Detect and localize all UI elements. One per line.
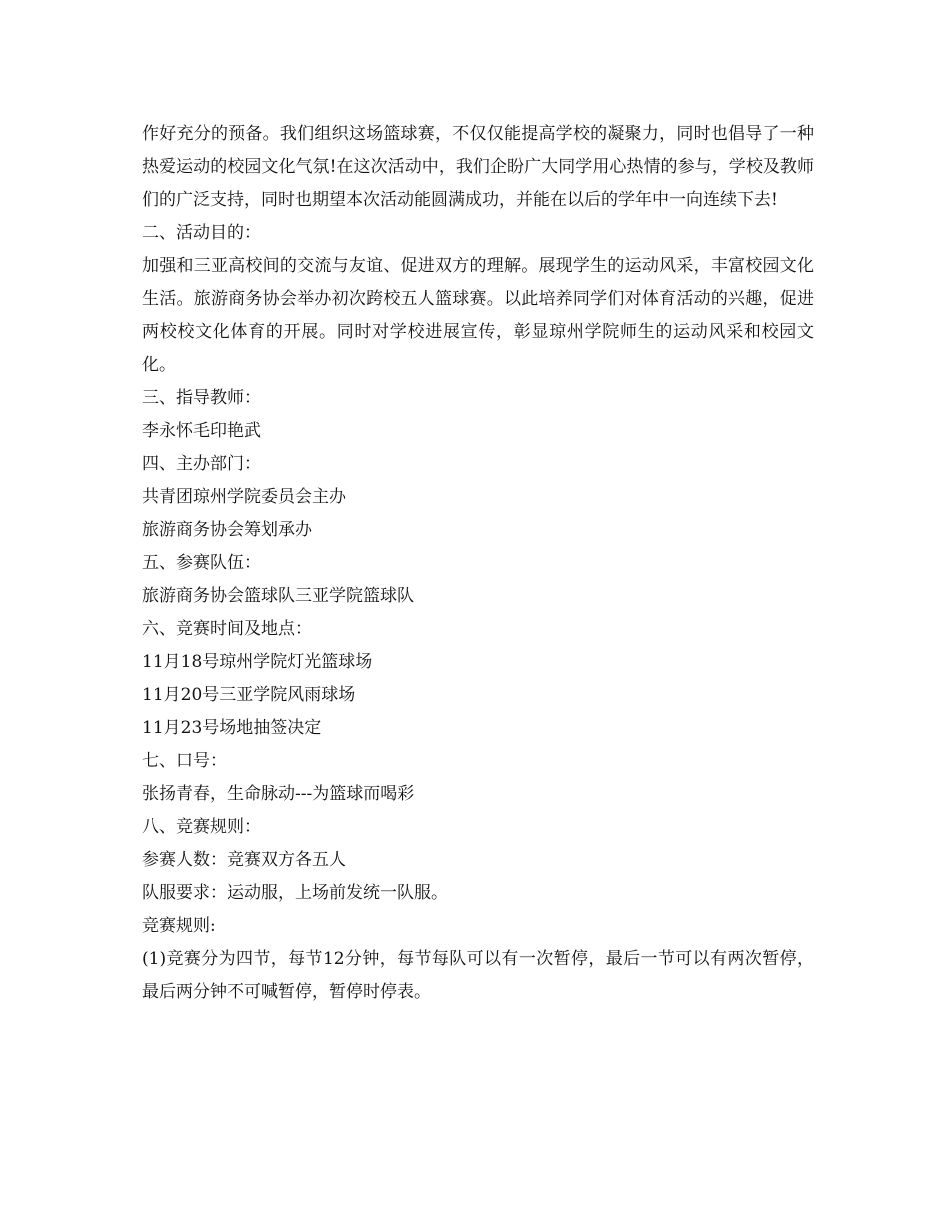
section-heading-rules: 八、竞赛规则：: [142, 817, 261, 837]
section-heading-schedule: 六、竞赛时间及地点：: [142, 619, 312, 639]
rules-subheading: 竞赛规则:: [142, 916, 216, 936]
paragraph-purpose: 加强和三亚高校间的交流与友谊、促进双方的理解。展现学生的运动风采，丰富校园文化生活。旅游商务协会举办初次跨校五人篮球赛。以此培养同学们对体育活动的兴趣，促进两校校文化体育的开展。同时对学校进展宣传，彰显琼州学院师生的运动风采和校园文化。: [142, 256, 814, 375]
section-heading-purpose: 二、活动目的：: [142, 223, 261, 243]
slogan-line: 张扬青春，生命脉动---为篮球而喝彩: [142, 784, 415, 804]
section-heading-slogan: 七、口号：: [142, 751, 227, 771]
section-heading-organizers: 四、主办部门：: [142, 454, 261, 474]
schedule-line: 11月20号三亚学院风雨球场: [142, 685, 356, 705]
section-heading-instructors: 三、指导教师：: [142, 388, 261, 408]
paragraph-intro: 作好充分的预备。我们组织这场篮球赛，不仅仅能提高学校的凝聚力，同时也倡导了一种热爱运动的校园文化气氛!在这次活动中，我们企盼广大同学用心热情的参与，学校及教师们的广泛支持，同时也期望本次活动能圆满成功，并能在以后的学年中一向连续下去!: [142, 124, 814, 210]
rules-line: 队服要求：运动服，上场前发统一队服。: [142, 883, 448, 903]
document-body: [142, 118, 814, 1009]
organizer-line: 共青团琼州学院委员会主办: [142, 487, 346, 507]
instructors-line: 李永怀毛印艳武: [142, 421, 261, 441]
organizer-line: 旅游商务协会筹划承办: [142, 520, 312, 540]
rules-item: (1)竞赛分为四节，每节12分钟，每节每队可以有一次暂停，最后一节可以有两次暂停，最后两分钟不可喊暂停，暂停时停表。: [142, 949, 814, 1002]
section-heading-teams: 五、参赛队伍：: [142, 553, 261, 573]
schedule-line: 11月18号琼州学院灯光篮球场: [142, 652, 373, 672]
schedule-line: 11月23号场地抽签决定: [142, 718, 322, 738]
rules-line: 参赛人数：竞赛双方各五人: [142, 850, 346, 870]
teams-line: 旅游商务协会篮球队三亚学院篮球队: [142, 586, 414, 606]
